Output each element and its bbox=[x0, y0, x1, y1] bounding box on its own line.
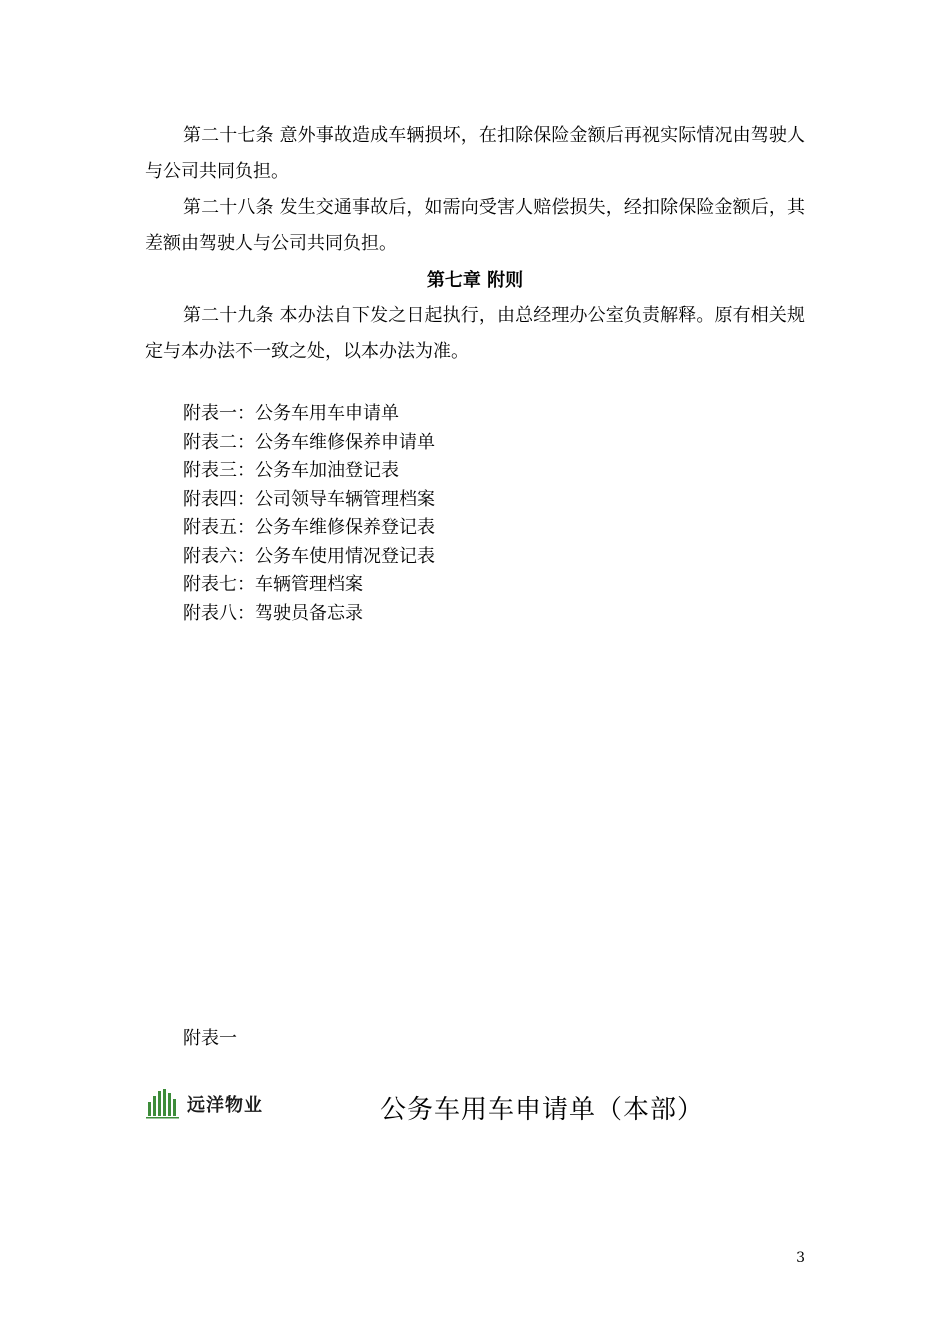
annex-item: 附表三：公务车加油登记表 bbox=[183, 460, 399, 481]
article-28: 第二十八条 发生交通事故后，如需向受害人赔偿损失，经扣除保险金额后，其差额由驾驶人与公司共同负担。 bbox=[145, 197, 805, 254]
annex-item: 附表一：公务车用车申请单 bbox=[183, 403, 399, 424]
annex-list bbox=[183, 400, 435, 628]
chapter-heading: 第七章 附则 bbox=[426, 270, 524, 291]
page-number: 3 bbox=[796, 1250, 805, 1266]
annex-label: 附表一 bbox=[183, 1028, 237, 1049]
annex-item: 附表四：公司领导车辆管理档案 bbox=[183, 488, 435, 510]
company-logo bbox=[145, 1086, 263, 1122]
annex-item: 附表七：车辆管理档案 bbox=[183, 574, 363, 595]
annex-item: 附表六：公务车使用情况登记表 bbox=[183, 545, 435, 567]
article-27: 第二十七条 意外事故造成车辆损坏，在扣除保险金额后再视实际情况由驾驶人与公司共同负担。 bbox=[145, 125, 805, 182]
annex-item: 附表二：公务车维修保养申请单 bbox=[183, 431, 435, 453]
form-title: 公务车用车申请单（本部） bbox=[380, 1095, 705, 1125]
logo-text: 远洋物业 bbox=[187, 1095, 263, 1116]
article-29: 第二十九条 本办法自下发之日起执行，由总经理办公室负责解释。原有相关规定与本办法不一致之处，以本办法为准。 bbox=[145, 305, 805, 362]
annex-item: 附表五：公务车维修保养登记表 bbox=[183, 517, 435, 538]
annex-item: 附表八：驾驶员备忘录 bbox=[183, 602, 363, 624]
building-logo-icon bbox=[145, 1088, 181, 1120]
